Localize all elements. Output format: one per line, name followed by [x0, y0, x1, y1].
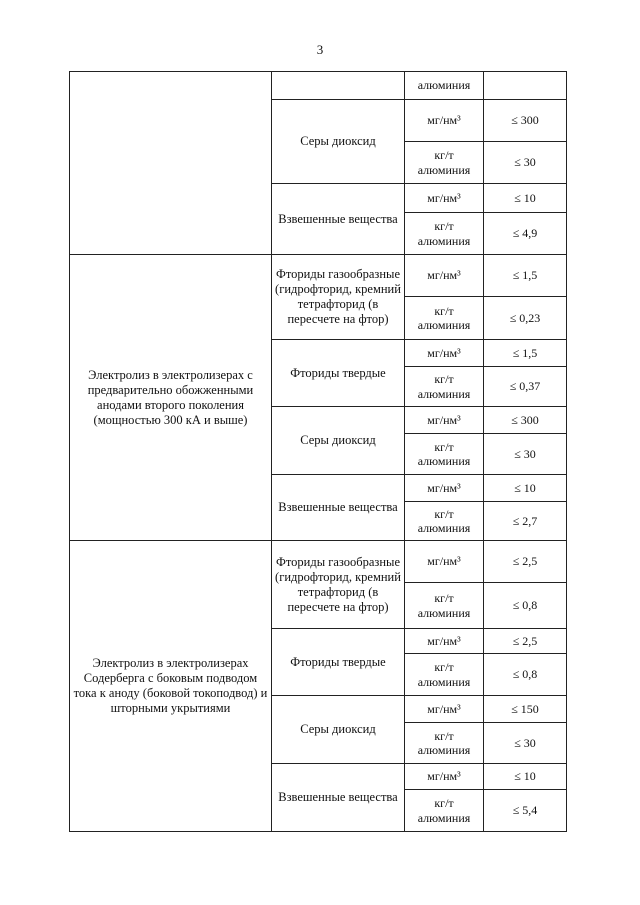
- substance-cell: Взвешенные вещества: [272, 475, 405, 541]
- substance-cell: Серы диоксид: [272, 696, 405, 764]
- substance-cell: [272, 72, 405, 100]
- value-cell: ≤ 5,4: [484, 790, 567, 832]
- substance-cell: Фториды твердые: [272, 340, 405, 407]
- value-cell: ≤ 10: [484, 764, 567, 790]
- substance-cell: Серы диоксид: [272, 407, 405, 475]
- value-cell: ≤ 0,37: [484, 367, 567, 407]
- unit-cell: мг/нм³: [405, 407, 484, 434]
- substance-cell: Взвешенные вещества: [272, 764, 405, 832]
- unit-cell: мг/нм³: [405, 340, 484, 367]
- value-cell: [484, 72, 567, 100]
- unit-cell: мг/нм³: [405, 184, 484, 213]
- value-cell: ≤ 2,5: [484, 629, 567, 654]
- unit-cell: кг/т алюминия: [405, 583, 484, 629]
- value-cell: ≤ 1,5: [484, 255, 567, 297]
- value-cell: ≤ 2,5: [484, 541, 567, 583]
- unit-cell: мг/нм³: [405, 475, 484, 502]
- process-cell: Электролиз в электролизерах с предварительно обожженными анодами второго поколения (мощностью 300 кА и выше): [70, 255, 272, 541]
- unit-cell: мг/нм³: [405, 764, 484, 790]
- unit-cell: кг/т алюминия: [405, 213, 484, 255]
- unit-cell: мг/нм³: [405, 255, 484, 297]
- unit-cell: мг/нм³: [405, 696, 484, 723]
- unit-cell: кг/т алюминия: [405, 367, 484, 407]
- value-cell: ≤ 0,8: [484, 583, 567, 629]
- value-cell: ≤ 4,9: [484, 213, 567, 255]
- unit-cell: кг/т алюминия: [405, 723, 484, 764]
- value-cell: ≤ 0,23: [484, 297, 567, 340]
- page-number: 3: [316, 42, 324, 57]
- unit-cell: мг/нм³: [405, 541, 484, 583]
- value-cell: ≤ 0,8: [484, 654, 567, 696]
- substance-cell: Взвешенные вещества: [272, 184, 405, 255]
- unit-cell: кг/т алюминия: [405, 142, 484, 184]
- value-cell: ≤ 30: [484, 434, 567, 475]
- substance-cell: Фториды газообразные (гидрофторид, кремний тетрафторид (в пересчете на фтор): [272, 255, 405, 340]
- value-cell: ≤ 2,7: [484, 502, 567, 541]
- unit-cell: кг/т алюминия: [405, 297, 484, 340]
- value-cell: ≤ 150: [484, 696, 567, 723]
- unit-cell: кг/т алюминия: [405, 502, 484, 541]
- unit-cell: кг/т алюминия: [405, 434, 484, 475]
- value-cell: ≤ 10: [484, 184, 567, 213]
- value-cell: ≤ 300: [484, 407, 567, 434]
- substance-cell: Фториды газообразные (гидрофторид, кремний тетрафторид (в пересчете на фтор): [272, 541, 405, 629]
- process-cell: [70, 72, 272, 255]
- substance-cell: Фториды твердые: [272, 629, 405, 696]
- value-cell: ≤ 300: [484, 100, 567, 142]
- table-body: [70, 72, 567, 832]
- emissions-table: [69, 71, 567, 832]
- process-cell: Электролиз в электролизерах Содерберга с боковым подводом тока к аноду (боковой токоподвод) и шторными укрытиями: [70, 541, 272, 832]
- value-cell: ≤ 10: [484, 475, 567, 502]
- unit-cell: кг/т алюминия: [405, 654, 484, 696]
- value-cell: ≤ 1,5: [484, 340, 567, 367]
- unit-cell: кг/т алюминия: [405, 790, 484, 832]
- unit-cell: мг/нм³: [405, 629, 484, 654]
- table-row: [70, 72, 567, 100]
- table-row: [70, 255, 567, 297]
- substance-cell: Серы диоксид: [272, 100, 405, 184]
- unit-cell: мг/нм³: [405, 100, 484, 142]
- unit-cell: алюминия: [405, 72, 484, 100]
- table-row: [70, 541, 567, 583]
- value-cell: ≤ 30: [484, 723, 567, 764]
- value-cell: ≤ 30: [484, 142, 567, 184]
